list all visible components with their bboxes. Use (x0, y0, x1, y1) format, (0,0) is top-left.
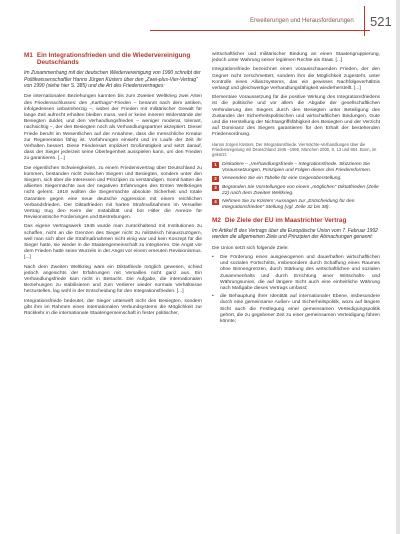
section-heading-m1 (24, 52, 202, 66)
task-text: Verwenden Sie ein Tabelle für eine Gegenüberstellung. (222, 176, 342, 182)
page-number: 521 (370, 14, 394, 29)
task-text: Nehmen Sie zu Küsters’ Aussagen zur „Entscheidung für den Integrationsfrieden“ Stellung (vgl. Zeile 32 bis 38). (222, 198, 355, 210)
paragraph: Die eigentlichen Schwierigkeiten, zu einem Friedensvertrag über Deutschland zu kommen, bestanden nicht zwischen Siegern und Besiegten, sondern unter den Siegern, sich über die Interessen und Prinzipien zu verständigen. Somit hatten die alliierten Siegermächte aus der negativen Erfahrungen des Ersten Weltkrieges nicht gelernt. 1919 wollten die Siegermächte absolute Sicherheit und totale Garantien gegen eine neue deutsche Aggression mit einem reichlichen Verbandsfrieden. Der Diktatfrieden mit harten Strafmaßnahmen im Versailler Vertrag trug den Keim der Instabilität und bot Hitler die Anreize für Revisionistische Forderungen und Bestrebungen. (24, 165, 202, 221)
left-column (24, 52, 202, 320)
paragraph: Integrationsfriede bezeichnet einen vorausschauenden Frieden, der den Gegner nicht zerschmettert, sondern ihm die Möglichkeit zugesteht, unter Kontrolle eines Allianzsystems, das ein gewisses Nachfolgeverhältnis verlangt und gleichwertige Verhandlungsfähigkeit wiederherstellt. [...] (212, 67, 380, 92)
section-heading-m2 (212, 217, 380, 224)
section-intro: Im Artikel B des Vertrags über die Europäische Union vom 7. Februar 1992 werden die allgemeinen Ziele und Prinzipien der Abmachungen genannt: (212, 228, 378, 241)
paragraph: Die internationalen Beziehungen kannten bis zum Zweiten Weltkrieg zwei Arten des Friedensschlusses: den „Karthago“-Frieden – benannt nach dem antiken, infolgedessen unbarmherzig –, wobei der Frieden mit militärischer Gewalt für lange Zeit aufrecht erhalten bleiben muss, weil er keine inneren Widerstände der Besiegten duldet, und den Verhandlungsfrieden – weniger moderat, tolerant, nachsichtig –, der den Besiegten noch als Verhandlungspartner akzeptiert. Dieser Friede beruht im Wesentlichen auf der Annahme, dass die menschliche Kreatur zur Regeneration fähig ist. Vorfahrungen einsieht und im Laufe der Zeit ihr Verhalten bessert. Diese Friedensart impliziert Großmütigkeit und setzt darauf, dass der Sieger jederzeit seine Überlegenheit ausspielen kann, um den Frieden zu garantieren. [...] (24, 94, 202, 162)
section-m2 (212, 217, 380, 325)
goal-item (212, 255, 380, 292)
task-number: 1 (212, 162, 219, 168)
task-number: 4 (212, 199, 219, 205)
goal-item (212, 294, 380, 325)
task-text: Diskutiere – „Verhandlungsfriede – Integrationsfriede. Skizzieren Sie Voraussetzungen, Prinzipien und Folgen dieser drei Friedensformen. (222, 162, 372, 174)
task-item (212, 176, 380, 182)
header-rule (150, 30, 370, 31)
section-code: M2 (212, 216, 221, 224)
task-number: 3 (212, 185, 219, 191)
right-column (212, 52, 380, 327)
task-item (212, 185, 380, 197)
task-list (212, 162, 380, 211)
task-text: Begründen Sie Vorstellungen von einem „möglichen“ Diktatfrieden (Zeile 22) nach dem Zweiten Weltkrieg. (222, 184, 379, 196)
page-edge-bar (396, 0, 400, 534)
paragraph: Die Union setzt sich folgende Ziele: (212, 245, 289, 251)
paragraph: Das eigene Vertragswerk 1945 wurde man zurückhaltend mit Institutionen zu schaffen, nicht an die Grenzen des Sieger nicht zu militärisch hinauszuzögern, weil man sich über die Strafmaßnahmen nicht einig war und kein Konzept für die Sieger hatte, sie wieder in die Staatengemeinschaft zu integrieren. Die Angst vor dem Frieden hatte seine Wurzeln in der Angst vor einem erneuten Revisionismus. [...] (24, 224, 202, 261)
paragraph: Nach dem Zweiten Weltkrieg wäre ein Diktatfriede möglich gewesen, schied jedoch angesichts der Erfahrungen mit Versailles nicht ganz aus. Ein Verhandlungsfriede kam nicht in Betracht. Die Aufgabe, die internationalen Beziehungen zu stabilisieren und zum Verlierer wieder normale Verhältnisse herzustellen, lag wohl in der Entscheidung für den Integrationsfrieden. [...] (24, 264, 202, 295)
task-number: 2 (212, 176, 219, 182)
paragraph: Elementare Voraussetzung für die positive Wirkung des Integrationsfriedens ist die politische und vor allem die Abgabe der gesellschaftlichen Verhinderung des Siegers durch den Besiegten unter Beteiligung des Zustandes der Sicherheitspolitischen und wirtschaftlichen Bindungen. Gute und die Herstellung der Nichtangriffsfähigkeit des Besiegten und der Verzicht auf Dominanz des Siegers garantieren für den Erhalt der bestehenden Friedensordnung. (212, 95, 380, 138)
goal-text: Die Förderung eines ausgewogenen und dauerhaften wirtschaftlichen und sozialen Fortschritts, insbesondere durch Schaffung eines Raumes ohne Binnengrenzen, durch Stärkung des wirtschaftlichen und sozialen Zusammenhalts und durch Errichtung einer Wirtschafts- und Währungsunion, die auf längere Sicht auch eine einheitliche Währung nach Maßgabe dieses Vertrags umfasst; (220, 254, 380, 291)
paragraph: wirtschaftlicher und militärischer Bindung an einen Staatengruppierung, jedoch unter Wahrung seiner legitimen Rechte als Staat. [...] (212, 52, 380, 64)
paragraph: Integrationsfriede bedeutet, der Sieger unterwirft nicht den Besiegten, sondern gibt ihm im Rahmen eines internationalen Verbundsystems die Möglichkeit zur Rückkehr in die internationale Staatengemeinschaft in fester politischer, (24, 298, 202, 316)
goal-text: die Behauptung ihrer Identität auf internationaler Ebene, insbesondere durch eine gemeinsame Außen- und Sicherheitspolitik, wozu auf längere Sicht auch die Festlegung einer gemeinsamen Verteidigungspolitik gehört, die zu gegebener Zeit zu einer gemeinsamen Verteidigung führen könnte; (220, 294, 380, 324)
source-citation: Hanns Jürgen Küsters, Der Integrationsfriede. Viermächte-Verhandlungen über die Friedensregelung mit Deutschland 1945 –1990, München 2000, S. 13 und 854. Bonn, im gekürzt. (212, 141, 377, 158)
goal-list (212, 255, 380, 325)
task-item (212, 199, 380, 211)
section-title: Die Ziele der EU im Maastrichter Vertrag (224, 216, 347, 224)
bullet-icon: • (212, 294, 214, 300)
running-head: Erweiterungen und Herausforderungen (250, 18, 354, 24)
bullet-icon: • (212, 254, 214, 260)
section-title: Ein Integrationsfrieden und die Wiedervereinigung Deutschlands (36, 52, 191, 67)
section-intro: Im Zusammenhang mit der deutschen Wiedervereinigung von 1990 schreibt der Politikwissenschaftler Hanns Jürgen Küsters über den „Zwei-plus-Vier-Vertrag“ von 1990 (siehe hier S. 385) und die Art des Friedensvertrages: (24, 70, 201, 89)
section-code: M1 (24, 52, 33, 59)
task-item (212, 162, 380, 174)
